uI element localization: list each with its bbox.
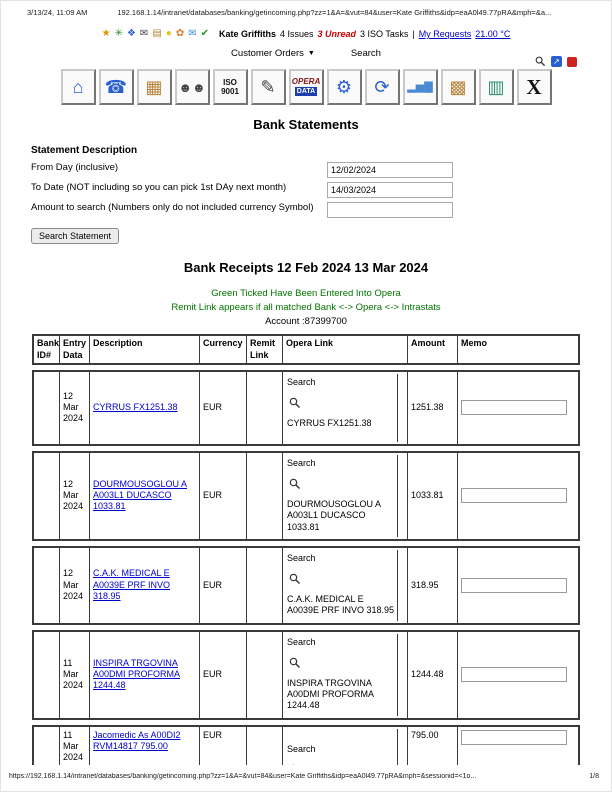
description-cell <box>90 548 200 623</box>
temperature-link[interactable]: 21.00 °C <box>475 29 511 39</box>
notes-icon[interactable] <box>251 69 286 105</box>
search-link[interactable]: Search <box>350 47 381 59</box>
magnifier-icon[interactable] <box>289 478 301 490</box>
description-cell <box>90 632 200 718</box>
magnifier-icon[interactable] <box>289 657 301 669</box>
parcel-glyph: ▩ <box>449 77 467 97</box>
phone-icon[interactable] <box>99 69 134 105</box>
currency-cell: EUR <box>200 453 247 539</box>
memo-cell <box>458 632 582 718</box>
home-icon[interactable] <box>61 69 96 105</box>
amount-row <box>31 202 611 218</box>
shipping-box-icon[interactable] <box>441 69 476 105</box>
opera-link-cell <box>283 632 408 718</box>
to-date-input[interactable] <box>327 182 453 198</box>
sync-glyph: ⟳ <box>374 77 390 97</box>
opera-search-link[interactable]: Search <box>287 376 316 387</box>
amount-cell: 1033.81 <box>408 453 458 539</box>
status-toolbar <box>1 29 611 39</box>
opera-search-link[interactable]: Search <box>287 636 316 647</box>
iso-tasks-count[interactable]: 3 ISO Tasks <box>360 29 409 39</box>
description-link[interactable]: DOURMOUSOGLOU A A003L1 DUCASCO 1033.81 <box>93 478 188 512</box>
bank-id-cell <box>34 372 60 444</box>
col-bank-id: Bank ID# <box>34 336 60 363</box>
mail-icon[interactable]: ✉ <box>139 28 149 39</box>
table-row <box>32 546 580 625</box>
app-toolbar <box>1 69 611 105</box>
issues-count[interactable]: 4 Issues <box>280 29 314 39</box>
col-amount: Amount <box>408 336 458 363</box>
opera-match-text: DOURMOUSOGLOU A A003L1 DUCASCO 1033.81 <box>287 499 381 532</box>
from-date-label: From Day (inclusive) <box>31 162 119 173</box>
opera-search-link[interactable]: Search <box>287 743 316 754</box>
opera-match-text: INSPIRA TRGOVINA A00DMI PROFORMA 1244.48 <box>287 677 374 711</box>
flower-icon[interactable]: ✿ <box>175 28 185 39</box>
to-date-label: To Date (NOT including so you can pick 1st DAy next month) <box>31 182 287 193</box>
check-icon[interactable]: ✔ <box>200 28 209 39</box>
print-url: 192.168.1.14/intranet/databases/banking/getincoming.php?zz=1&A=&vut=84&user=Kate Griffiths&idp=eaA0l49.77pRA&mph=&a... <box>117 8 552 17</box>
green-note-line2: Remit Link appears if all matched Bank <-> Opera <-> Intrastats <box>171 301 441 313</box>
entry-date-cell: 12 Mar 2024 <box>60 372 90 444</box>
remit-link-cell <box>247 453 283 539</box>
coin-icon[interactable]: ● <box>165 28 172 39</box>
dropdown-label: Customer Orders <box>231 47 304 59</box>
statement-search-form <box>31 145 611 244</box>
opera-inner <box>286 455 398 537</box>
opera-data-icon[interactable] <box>289 69 324 105</box>
green-note-line1: Green Ticked Have Been Entered Into Opera <box>211 288 401 299</box>
col-opera-link: Opera Link <box>283 336 408 363</box>
col-description: Description <box>90 336 200 363</box>
currency-cell: EUR <box>200 727 247 792</box>
table-header-row <box>32 334 580 365</box>
amount-cell: 795.00 <box>408 727 458 792</box>
entry-date-cell: 12 Mar 2024 <box>60 548 90 623</box>
currency-cell: EUR <box>200 632 247 718</box>
page-title: Bank Statements <box>253 117 359 132</box>
opera-inner <box>286 550 398 621</box>
users-icon[interactable] <box>175 69 210 105</box>
opera-inner <box>286 634 398 716</box>
iso-9001-icon[interactable] <box>213 69 248 105</box>
amount-input[interactable] <box>327 202 453 218</box>
print-header <box>1 1 611 17</box>
sync-icon[interactable] <box>365 69 400 105</box>
amount-cell: 318.95 <box>408 548 458 623</box>
alert-icon[interactable] <box>567 57 577 67</box>
bank-id-cell <box>34 548 60 623</box>
diamond-icon[interactable]: ❖ <box>126 28 136 39</box>
user-name: Kate Griffiths <box>218 29 276 39</box>
envelope-icon[interactable]: ✉ <box>188 28 197 39</box>
chest-glyph: ▦ <box>145 77 163 97</box>
opera-inner <box>286 374 398 442</box>
bank-receipts-table <box>32 334 580 792</box>
memo-input[interactable] <box>461 400 567 415</box>
customer-orders-dropdown[interactable] <box>231 48 315 59</box>
exit-glyph: X <box>526 74 542 99</box>
col-entry-date: Entry Data <box>60 336 90 363</box>
phone-glyph: ☎ <box>104 77 128 97</box>
chart-glyph: ▂▅▇ <box>407 80 433 93</box>
nav-icon-group <box>533 47 577 76</box>
description-cell <box>90 453 200 539</box>
to-date-row <box>31 182 611 198</box>
magnifier-icon[interactable] <box>289 397 301 409</box>
home-glyph: ⌂ <box>72 77 84 97</box>
print-datetime: 3/13/24, 11:09 AM <box>27 8 88 17</box>
opera-label-bottom: DATA <box>296 87 316 95</box>
table-row <box>32 370 580 446</box>
opera-match-text: C.A.K. MEDICAL E A0039E PRF INVO 318.95 <box>287 594 395 616</box>
memo-cell <box>458 548 582 623</box>
description-link[interactable]: INSPIRA TRGOVINA A00DMI PROFORMA 1244.48 <box>93 657 181 691</box>
opera-search-link[interactable]: Search <box>287 457 316 468</box>
users-glyph: ☻☻ <box>178 79 206 95</box>
bank-id-cell <box>34 632 60 718</box>
memo-input[interactable] <box>461 730 567 745</box>
currency-cell: EUR <box>200 372 247 444</box>
chevron-down-icon: ▼ <box>307 49 315 57</box>
from-date-row <box>31 162 611 178</box>
description-cell <box>90 372 200 444</box>
remit-link-cell <box>247 372 283 444</box>
memo-input[interactable] <box>461 578 567 593</box>
nav-row <box>1 46 611 66</box>
book-glyph: ▥ <box>487 77 505 97</box>
description-link[interactable]: CYRRUS FX1251.38 <box>93 402 178 413</box>
memo-input[interactable] <box>461 488 567 503</box>
search-statement-button[interactable]: Search Statement <box>31 228 119 244</box>
remit-link-cell <box>247 632 283 718</box>
account-number: Account :87399700 <box>265 315 347 327</box>
opera-link-cell <box>283 453 408 539</box>
my-requests-link[interactable]: My Requests <box>418 29 472 39</box>
memo-cell <box>458 453 582 539</box>
iso-label-bottom: 9001 <box>221 87 239 96</box>
remit-link-cell <box>247 548 283 623</box>
amount-label: Amount to search (Numbers only do not included currency Symbol) <box>31 202 314 213</box>
bank-id-cell <box>34 453 60 539</box>
print-footer <box>1 765 611 791</box>
col-remit-link: Remit Link <box>247 336 283 363</box>
col-currency: Currency <box>200 336 247 363</box>
from-date-input[interactable] <box>327 162 453 178</box>
separator: | <box>412 29 415 39</box>
clover-icon[interactable]: ✳ <box>114 28 123 39</box>
opera-link-cell <box>283 372 408 444</box>
external-link-icon[interactable]: ↗ <box>551 56 562 67</box>
finance-chest-icon[interactable] <box>137 69 172 105</box>
receipts-title: Bank Receipts 12 Feb 2024 13 Mar 2024 <box>183 260 429 275</box>
unread-count[interactable]: 3 Unread <box>317 29 357 39</box>
entry-date-cell: 11 Mar 2024 <box>60 727 90 792</box>
print-footer-url: https://192.168.1.14/intranet/databases/banking/getincoming.php?zz=1&A=&vut=84&user=Kate Griffiths&idp=eaA0l49.77pRA&mph=&sessionid=<1o... <box>9 772 477 780</box>
col-memo: Memo <box>461 338 488 349</box>
search-icon[interactable] <box>535 56 546 67</box>
memo-cell <box>458 372 582 444</box>
entry-date-cell: 11 Mar 2024 <box>60 632 90 718</box>
opera-link-cell <box>283 548 408 623</box>
entry-date-cell: 12 Mar 2024 <box>60 453 90 539</box>
settings-gears-icon[interactable] <box>327 69 362 105</box>
star-icon[interactable]: ★ <box>101 28 111 39</box>
magnifier-icon[interactable] <box>289 573 301 585</box>
statement-description-label: Statement Description <box>31 145 138 156</box>
pencil-glyph: ✎ <box>260 77 276 97</box>
description-link[interactable]: Jacomedic As A00DI2 RVM14817 795.00 <box>93 729 181 751</box>
amount-cell: 1251.38 <box>408 372 458 444</box>
folder-icon[interactable]: ▤ <box>152 28 162 39</box>
legend-notes <box>1 287 611 328</box>
page-number: 1/8 <box>589 772 599 780</box>
manuals-book-icon[interactable] <box>479 69 514 105</box>
amount-cell: 1244.48 <box>408 632 458 718</box>
description-link[interactable]: C.A.K. MEDICAL E A0039E PRF INVO 318.95 <box>93 568 171 601</box>
opera-match-text: CYRRUS FX1251.38 <box>287 418 372 429</box>
table-row <box>32 451 580 541</box>
table-row <box>32 630 580 720</box>
currency-cell: EUR <box>200 548 247 623</box>
opera-label-top: OPERA <box>291 77 321 87</box>
opera-search-link[interactable]: Search <box>287 552 316 563</box>
chart-icon[interactable] <box>403 69 438 105</box>
memo-input[interactable] <box>461 667 567 682</box>
gears-glyph: ⚙ <box>335 77 353 97</box>
iso-label-top: ISO <box>223 77 237 87</box>
